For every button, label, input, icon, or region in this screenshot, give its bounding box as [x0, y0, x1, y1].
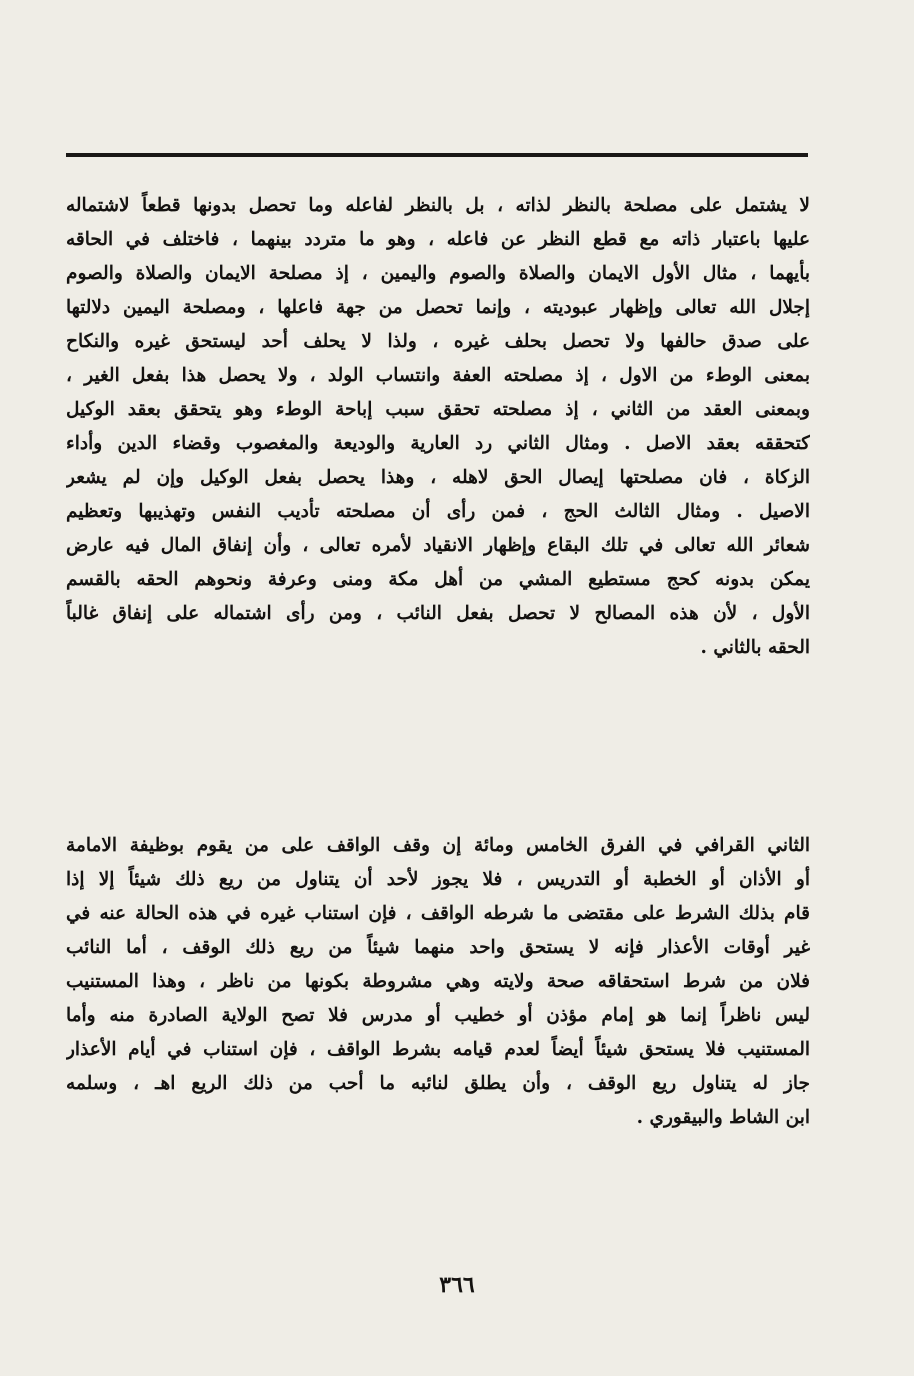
text-line: بأيهما ، مثال الأول الايمان والصلاة والصوم واليمين ، إذ مصلحة الايمان والصلاة والصوم [66, 263, 810, 284]
paragraph-1 [66, 189, 810, 665]
text-line: الثاني القرافي في الفرق الخامس ومائة إن وقف الواقف على من يقوم بوظيفة الامامة [66, 835, 810, 856]
text-line: جاز له يتناول ريع الوقف ، وأن يطلق لنائبه ما أحب من ذلك الريع اهـ ، وسلمه [66, 1073, 810, 1094]
text-line: الاصيل . ومثال الثالث الحج ، فمن رأى أن مصلحته تأديب النفس وتهذيبها وتعظيم [66, 501, 810, 522]
text-line: وبمعنى العقد من الثاني ، إذ مصلحته تحقق سبب إباحة الوطء وهو يتحقق بعقد الوكيل [66, 399, 810, 420]
text-line: بمعنى الوطء من الاول ، إذ مصلحته العفة وانتساب الولد ، ولا يحصل هذا بفعل الغير ، [66, 365, 810, 386]
header-rule [66, 153, 808, 157]
text-line: أو الأذان أو الخطبة أو التدريس ، فلا يجوز لأحد أن يتناول من ريع ذلك شيئاً إلا إذا [66, 869, 810, 890]
text-line: قام بذلك الشرط على مقتضى ما شرطه الواقف ، فإن استناب غيره في هذه الحالة عنه في [66, 903, 810, 924]
text-line: فلان من شرط استحقاقه صحة ولايته وهي مشروطة بكونها من ناظر ، وهذا المستنيب [66, 971, 810, 992]
text-line: عليها باعتبار ذاته مع قطع النظر عن فاعله ، وهو ما متردد بينهما ، فاختلف في الحاقه [66, 229, 810, 250]
text-line: الحقه بالثاني . [700, 637, 810, 658]
text-line: غير أوقات الأعذار فإنه لا يستحق واحد منهما شيئاً من ريع ذلك الوقف ، أما النائب [66, 937, 810, 958]
text-line: إجلال الله تعالى وإظهار عبوديته ، وإنما تحصل من جهة فاعلها ، ومصلحة اليمين دلالتها [66, 297, 810, 318]
text-line: المستنيب فلا يستحق شيئاً أيضاً لعدم قيامه بشرط الواقف ، فإن استناب في أيام الأعذار [66, 1039, 810, 1060]
text-line: على صدق حالفها ولا تحصل بحلف غيره ، ولذا لا يحلف أحد ليستحق غيره والنكاح [66, 331, 810, 352]
text-line: كتحققه بعقد الاصل . ومثال الثاني رد العارية والوديعة والمغصوب وقضاء الدين وأداء [66, 433, 810, 454]
text-line: الزكاة ، فان مصلحتها إيصال الحق لاهله ، وهذا يحصل بفعل الوكيل وإن لم يشعر [66, 467, 810, 488]
text-line: ابن الشاط والبيقوري . [636, 1107, 810, 1128]
text-line: لا يشتمل على مصلحة بالنظر لذاته ، بل بالنظر لفاعله وما تحصل بدونها قطعاً لاشتماله [66, 195, 810, 216]
paragraph-2 [66, 829, 810, 1135]
text-line: الأول ، لأن هذه المصالح لا تحصل بفعل النائب ، ومن رأى اشتماله على إنفاق غالباً [66, 603, 810, 624]
page-number: ٣٦٦ [439, 1272, 475, 1298]
text-line: شعائر الله تعالى في تلك البقاع وإظهار الانقياد لأمره تعالى ، وأن إنفاق المال فيه عارض [66, 535, 810, 556]
text-line: ليس ناظراً إنما هو إمام مؤذن أو خطيب أو مدرس فلا تصح الولاية الصادرة منه وأما [66, 1005, 810, 1026]
text-line: يمكن بدونه كحج مستطيع المشي من أهل مكة ومنى وعرفة ونحوهم الحقه بالقسم [66, 569, 810, 590]
